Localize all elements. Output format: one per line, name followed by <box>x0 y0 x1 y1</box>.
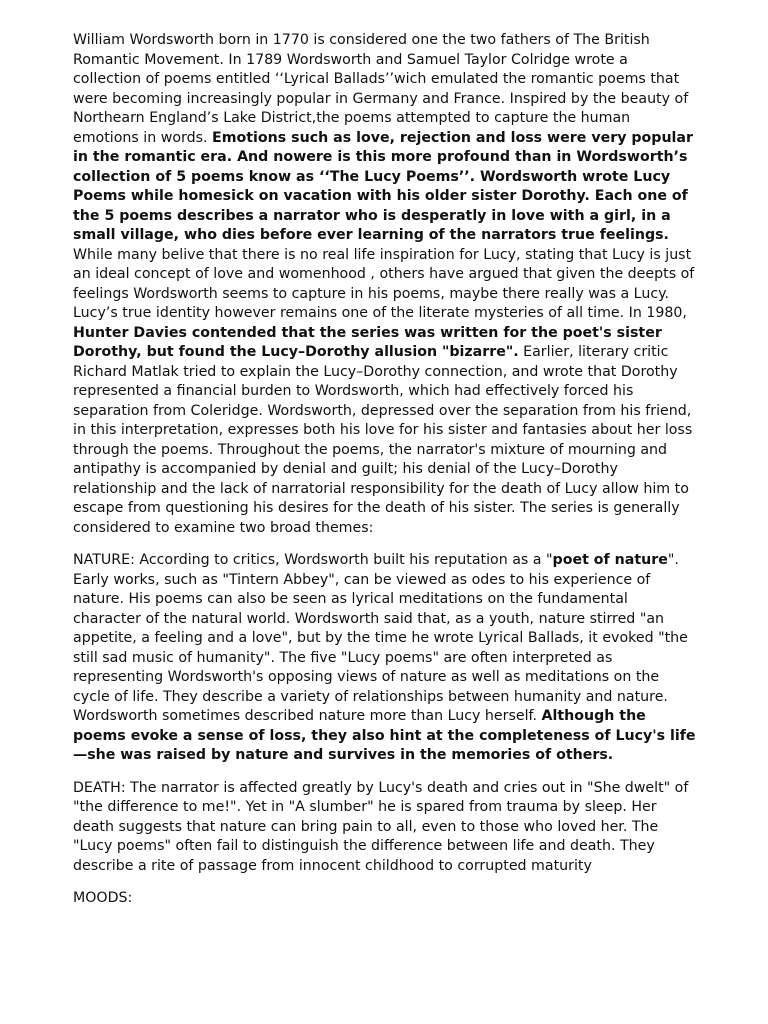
nature-paragraph <box>73 551 699 766</box>
text-run: DEATH: The narrator is affected greatly by Lucy's death and cries out in "She dwelt" of "the difference to me!". Yet in "A slumber" he is spared from trauma by sleep. Her death suggests that nature can bring pain to all, even to those who loved her. The "Lucy poems" often fail to distinguish the difference between life and death. They describe a rite of passage from innocent childhood to corrupted maturity <box>73 779 689 874</box>
text-run: MOODS: <box>73 890 133 906</box>
document-page <box>73 31 699 922</box>
text-run: NATURE: According to critics, Wordsworth built his reputation as a " <box>73 552 553 568</box>
text-run: ". Early works, such as "Tintern Abbey", can be viewed as odes to his experience of nature. His poems can also be seen as lyrical meditations on the fundamental character of the natural world. Wordsworth said that, as a youth, nature stirred "an appetite, a feeling and a love", but by the time he wrote Lyrical Ballads, it evoked "the still sad music of humanity". The five "Lucy poems" are often interpreted as representing Wordsworth's opposing views of nature as well as meditations on the cycle of life. They describe a variety of relationships between humanity and nature. Wordsworth sometimes described nature more than Lucy herself. <box>73 552 688 724</box>
bold-text-run: Although the poems evoke a sense of loss, they also hint at the completeness of Lucy's life—she was raised by nature and survives in the memories of others. <box>73 708 696 763</box>
bold-text-run: Hunter Davies contended that the series was written for the poet's sister Dorothy, but found the Lucy–Dorothy allusion "bizarre". <box>73 324 662 360</box>
text-run: While many belive that there is no real life inspiration for Lucy, stating that Lucy is just an ideal concept of love and womenhood , others have argued that given the deepts of feelings Wordsworth seems to capture in his poems, maybe there really was a Lucy. Lucy’s true identity however remains one of the literate mysteries of all time. In 1980, <box>73 246 695 321</box>
text-run: William Wordsworth born in 1770 is considered one the two fathers of The British Romantic Movement. In 1789 Wordsworth and Samuel Taylor Colridge wrote a collection of poems entitled ‘‘Lyrical Ballads’’wich emulated the romantic poems that were becoming increasingly popular in Germany and France. Inspired by the beauty of Northearn England’s Lake District,the poems attempted to capture the human emotions in words. <box>73 32 689 146</box>
intro-paragraph <box>73 31 699 538</box>
moods-paragraph <box>73 889 699 909</box>
bold-text-run: poet of nature <box>552 552 668 568</box>
death-paragraph <box>73 779 699 877</box>
bold-text-run: Emotions such as love, rejection and loss were very popular in the romantic era. And nowere is this more profound than in Wordsworth’s collection of 5 poems know as ‘‘The Lucy Poems’’. Wordsworth wrote Lucy Poems while homesick on vacation with his older sister Dorothy. Each one of the 5 poems describes a narrator who is desperatly in love with a girl, in a small village, who dies before ever learning of the narrators true feelings. <box>73 129 693 243</box>
text-run: Earlier, literary critic Richard Matlak tried to explain the Lucy–Dorothy connection, and wrote that Dorothy represented a financial burden to Wordsworth, which had effectively forced his separation from Coleridge. Wordsworth, depressed over the separation from his friend, in this interpretation, expresses both his love for his sister and fantasies about her loss through the poems. Throughout the poems, the narrator's mixture of mourning and antipathy is accompanied by denial and guilt; his denial of the Lucy–Dorothy relationship and the lack of narratorial responsibility for the death of Lucy allow him to escape from questioning his desires for the death of his sister. The series is generally considered to examine two broad themes: <box>73 344 693 536</box>
